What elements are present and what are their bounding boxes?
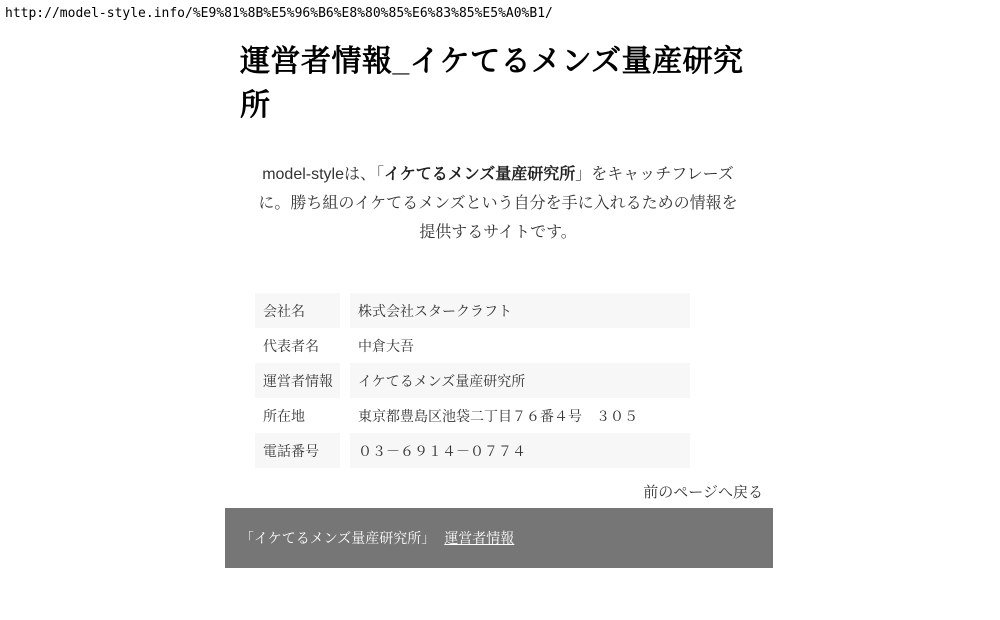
row-label: 代表者名 — [255, 328, 340, 363]
row-value: ０３－６９１４－０７７４ — [350, 433, 690, 468]
url-text: http://model-style.info/%E9%81%8B%E5%96%B6%E8%80%85%E6%83%85%E5%A0%B1/ — [5, 6, 553, 21]
intro-text-after: 」をキャッチフレーズに。勝ち組のイケてるメンズという自分を手に入れるための情報を提供するサイトです。 — [258, 166, 738, 241]
page-title: 運営者情報_イケてるメンズ量産研究所 — [240, 45, 744, 122]
row-label: 会社名 — [255, 293, 340, 328]
table-row — [255, 433, 690, 468]
row-label: 所在地 — [255, 398, 340, 433]
footer-operator-info-link[interactable]: 運営者情報 — [444, 530, 515, 546]
row-label: 電話番号 — [255, 433, 340, 468]
table-row — [255, 398, 690, 433]
row-value: 東京都豊島区池袋二丁目７６番４号 ３０５ — [350, 398, 690, 433]
intro-highlight: イケてるメンズ量産研究所 — [384, 166, 576, 183]
intro-paragraph — [255, 160, 741, 247]
intro-text-before: model-styleは、「 — [262, 166, 385, 183]
footer-site-label: 「イケてるメンズ量産研究所」 — [240, 530, 436, 546]
table-row — [255, 363, 690, 398]
footer — [225, 508, 773, 568]
back-link-container — [240, 481, 763, 502]
table-row — [255, 293, 690, 328]
company-info-table — [255, 293, 690, 468]
row-value: 株式会社スタークラフト — [350, 293, 690, 328]
row-value: 中倉大吾 — [350, 328, 690, 363]
row-value: イケてるメンズ量産研究所 — [350, 363, 690, 398]
row-label: 運営者情報 — [255, 363, 340, 398]
back-link[interactable]: 前のページへ戻る — [643, 484, 763, 501]
table-row — [255, 328, 690, 363]
